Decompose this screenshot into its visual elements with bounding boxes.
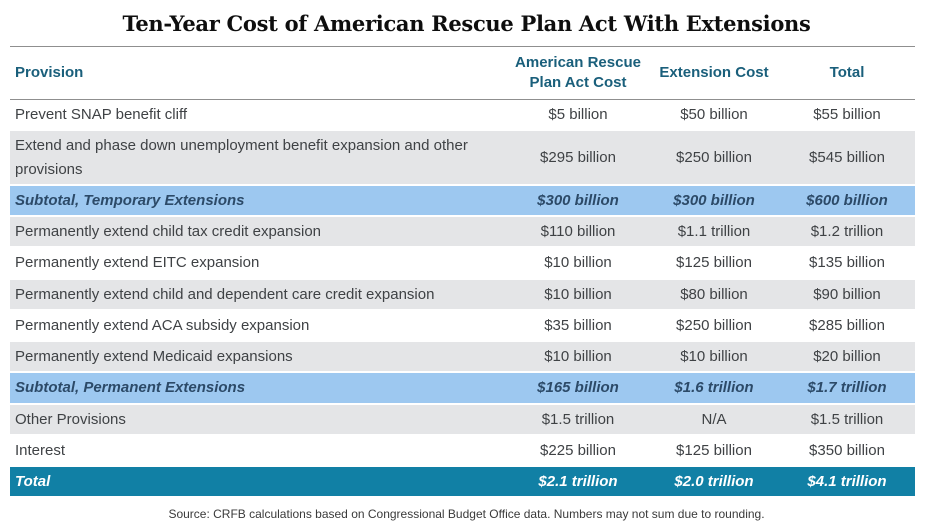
provision-cell: Subtotal, Temporary Extensions [15, 191, 245, 209]
arp-cost-cell: $10 billion [544, 285, 612, 303]
arp-cost-cell: $2.1 trillion [538, 473, 618, 491]
extension-cost-cell: $80 billion [680, 285, 748, 303]
total-cell: $90 billion [813, 285, 881, 303]
table-row [10, 373, 915, 404]
arp-cost-cell: $5 billion [548, 106, 608, 124]
provision-cell: Permanently extend Medicaid expansions [15, 348, 293, 365]
table-row [10, 100, 915, 131]
extension-cost-cell: $300 billion [673, 191, 755, 209]
arp-cost-cell: $300 billion [537, 191, 619, 209]
column-header-extension-cost: Extension Cost [659, 63, 769, 81]
provision-cell: Permanently extend child tax credit expansion [15, 223, 322, 240]
arp-cost-cell: $10 billion [544, 254, 612, 272]
total-cell: $545 billion [809, 149, 885, 166]
column-header-arp-cost: American Rescue Plan Act Cost [515, 53, 641, 91]
provision-cell: Interest [15, 441, 66, 459]
provision-cell: Total [15, 473, 51, 490]
total-cell: $1.5 trillion [810, 410, 884, 428]
extension-cost-cell: $125 billion [676, 441, 752, 459]
extension-cost-cell: $10 billion [680, 348, 748, 366]
provision-cell: Extend and phase down unemployment benefit expansion and other provisions [15, 137, 468, 178]
total-cell: $1.2 trillion [810, 223, 884, 241]
total-cell: $1.7 trillion [807, 379, 887, 397]
arp-cost-cell: $225 billion [540, 441, 616, 459]
total-cell: $285 billion [809, 316, 885, 334]
extension-cost-cell: $1.1 trillion [677, 223, 751, 241]
total-cell: $600 billion [806, 191, 888, 209]
provision-cell: Permanently extend child and dependent care credit expansion [15, 285, 435, 303]
table-row [10, 217, 915, 248]
extension-cost-cell: $250 billion [676, 316, 752, 334]
table-row [10, 186, 915, 217]
table-row [10, 342, 915, 373]
extension-cost-cell: $50 billion [680, 106, 748, 124]
arp-cost-cell: $110 billion [540, 223, 616, 241]
table-row [10, 436, 915, 467]
chart-title: Ten-Year Cost of American Rescue Plan Act With Extensions [122, 11, 811, 36]
table-row [10, 131, 915, 186]
extension-cost-cell: $2.0 trillion [674, 473, 754, 491]
extension-cost-cell: N/A [701, 410, 727, 428]
arp-cost-cell: $295 billion [540, 149, 616, 166]
extension-cost-cell: $250 billion [676, 149, 752, 166]
table-row [10, 311, 915, 342]
provision-cell: Prevent SNAP benefit cliff [15, 106, 188, 123]
table-body [10, 100, 915, 498]
table-row [10, 405, 915, 436]
table-row [10, 280, 915, 311]
extension-cost-cell: $1.6 trillion [674, 379, 754, 397]
total-cell: $4.1 trillion [807, 473, 887, 491]
provision-cell: Permanently extend EITC expansion [15, 254, 260, 272]
arp-cost-cell: $35 billion [544, 316, 612, 334]
provision-cell: Permanently extend ACA subsidy expansion [15, 316, 310, 334]
arp-cost-cell: $1.5 trillion [541, 410, 615, 428]
provision-cell: Subtotal, Permanent Extensions [15, 379, 246, 397]
arp-cost-cell: $10 billion [544, 348, 612, 366]
table-row [10, 248, 915, 279]
total-cell: $135 billion [809, 254, 885, 272]
arp-cost-cell: $165 billion [537, 379, 619, 397]
extension-cost-cell: $125 billion [676, 254, 752, 272]
cost-table [10, 46, 915, 498]
total-cell: $20 billion [813, 348, 881, 366]
column-header-provision: Provision [15, 64, 84, 82]
total-cell: $55 billion [813, 106, 881, 124]
total-cell: $350 billion [809, 441, 885, 459]
provision-cell: Other Provisions [15, 410, 126, 428]
table-header-row [10, 46, 915, 100]
source-note: Source: CRFB calculations based on Congressional Budget Office data. Numbers may not sum due to rounding. [168, 507, 765, 522]
table-row [10, 467, 915, 498]
column-header-total: Total [829, 63, 865, 81]
